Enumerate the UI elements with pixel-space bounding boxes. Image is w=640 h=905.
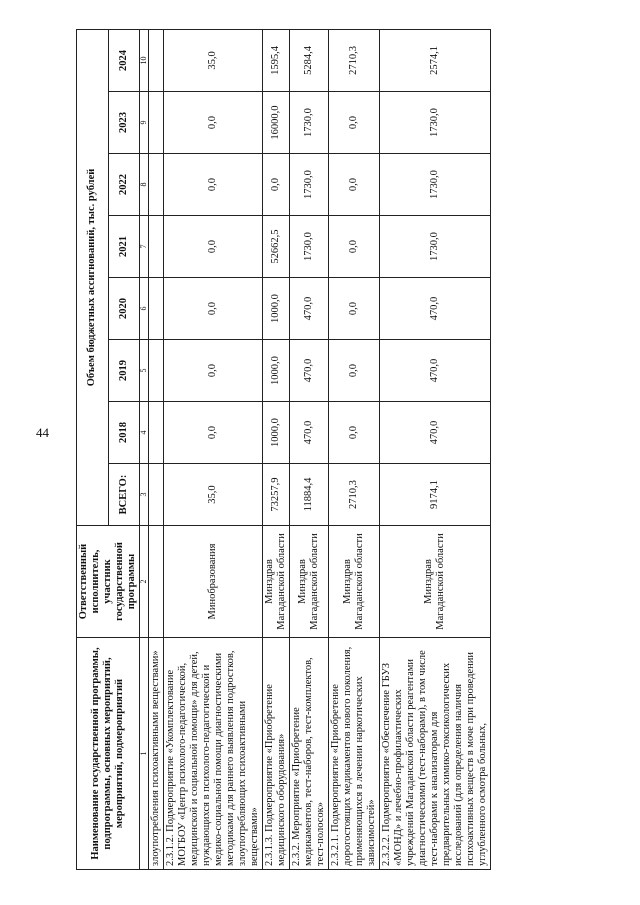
- column-number: 1: [140, 638, 149, 870]
- column-number: 9: [140, 92, 149, 154]
- row-value: 1000,0: [263, 340, 290, 402]
- row-total: [149, 464, 164, 526]
- row-name: 2.3.2.2. Подмероприятие «Обеспечение ГБУЗ «МОНД» и лечебно-профилактических учреждений Магаданской области реагентами диагностическими (тест-наборами), в том числе тест-наборами к анализаторам для предварительных химико-токсикологических исследований (для определения наличия психоактивных веществ в моче при проведении углубленного осмотра больных,: [380, 638, 491, 870]
- column-number: 3: [140, 464, 149, 526]
- row-total: 73257,9: [263, 464, 290, 526]
- row-value: [149, 154, 164, 216]
- row-total: 35,0: [164, 464, 263, 526]
- header-year: 2020: [108, 278, 140, 340]
- row-value: 1000,0: [263, 278, 290, 340]
- row-name: 2.3.1.3. Подмероприятие «Приобретение медицинского оборудования»: [263, 638, 290, 870]
- row-value: 1730,0: [380, 92, 491, 154]
- table-row: [164, 29, 263, 869]
- row-executor: Минобразования: [164, 526, 263, 638]
- row-value: 470,0: [290, 278, 329, 340]
- row-value: 0,0: [329, 278, 380, 340]
- row-value: 0,0: [263, 154, 290, 216]
- row-value: 0,0: [329, 92, 380, 154]
- header-year: 2023: [108, 92, 140, 154]
- row-value: 470,0: [290, 340, 329, 402]
- column-number: 2: [140, 526, 149, 638]
- row-value: [149, 402, 164, 464]
- column-number: 5: [140, 340, 149, 402]
- row-name: 2.3.2. Мероприятие «Приобретение медикаментов, тест-наборов, тест-комплектов, тест-полосок»: [290, 638, 329, 870]
- column-number: 7: [140, 216, 149, 278]
- row-total: 2710,3: [329, 464, 380, 526]
- row-value: 0,0: [164, 402, 263, 464]
- row-value: 52662,5: [263, 216, 290, 278]
- header-executor: Ответственный исполнитель, участник государственной программы: [77, 526, 140, 638]
- row-executor: Минздрав Магаданской области: [263, 526, 290, 638]
- row-total: 9174,1: [380, 464, 491, 526]
- row-executor: Минздрав Магаданской области: [380, 526, 491, 638]
- row-value: 1730,0: [290, 92, 329, 154]
- header-year: 2022: [108, 154, 140, 216]
- table-row: [380, 29, 491, 869]
- table-row: [263, 29, 290, 869]
- page-number: 44: [36, 425, 49, 440]
- row-value: 35,0: [164, 29, 263, 91]
- column-number: 8: [140, 154, 149, 216]
- header-year: 2019: [108, 340, 140, 402]
- row-executor: [149, 526, 164, 638]
- row-value: 0,0: [329, 216, 380, 278]
- row-executor: Минздрав Магаданской области: [290, 526, 329, 638]
- row-value: 2710,3: [329, 29, 380, 91]
- row-value: [149, 92, 164, 154]
- column-number: 4: [140, 402, 149, 464]
- table-row: [290, 29, 329, 869]
- column-number: 6: [140, 278, 149, 340]
- row-value: 1595,4: [263, 29, 290, 91]
- table-row: [149, 29, 164, 869]
- row-total: 11884,4: [290, 464, 329, 526]
- table-row: [329, 29, 380, 869]
- row-value: 2574,1: [380, 29, 491, 91]
- row-value: 1730,0: [380, 216, 491, 278]
- row-value: 470,0: [380, 340, 491, 402]
- row-name: 2.3.1.2. Подмероприятие «Укомплектование МОГБОУ «Центр психолого-педагогической, медицинской и социальной помощи» для детей, нуждающихся в психолого-педагогической и медико-социальной помощи диагностическими методиками для раннего выявления подростков, злоупотребляющих психоактивными веществами»: [164, 638, 263, 870]
- row-value: 470,0: [380, 402, 491, 464]
- row-value: 470,0: [290, 402, 329, 464]
- row-value: 0,0: [164, 278, 263, 340]
- header-year: 2018: [108, 402, 140, 464]
- header-year: 2021: [108, 216, 140, 278]
- row-value: 0,0: [329, 340, 380, 402]
- row-value: [149, 216, 164, 278]
- row-value: 470,0: [380, 278, 491, 340]
- rotated-table-container: [76, 30, 596, 870]
- row-value: 16000,0: [263, 92, 290, 154]
- column-number: 10: [140, 29, 149, 91]
- row-value: 0,0: [329, 154, 380, 216]
- row-value: 5284,4: [290, 29, 329, 91]
- row-name: 2.3.2.1. Подмероприятие «Приобретение дорогостоящих медикаментов нового поколения, применяющихся в лечении наркотических зависимостей»: [329, 638, 380, 870]
- row-value: [149, 278, 164, 340]
- row-value: 1730,0: [380, 154, 491, 216]
- header-name: Наименование государственной программы, подпрограммы, основных мероприятий, мероприятий, подмероприятий: [77, 638, 140, 870]
- header-total: ВСЕГО:: [108, 464, 140, 526]
- row-value: 0,0: [164, 154, 263, 216]
- row-value: 0,0: [164, 92, 263, 154]
- row-value: 0,0: [164, 216, 263, 278]
- header-year: 2024: [108, 29, 140, 91]
- row-value: 1000,0: [263, 402, 290, 464]
- row-value: 0,0: [164, 340, 263, 402]
- row-value: 1730,0: [290, 154, 329, 216]
- row-name: злоупотребления психоактивными веществами»: [149, 638, 164, 870]
- header-budget: Объем бюджетных ассигнований, тыс. рублей: [77, 29, 109, 525]
- row-value: 0,0: [329, 402, 380, 464]
- row-executor: Минздрав Магаданской области: [329, 526, 380, 638]
- row-value: 1730,0: [290, 216, 329, 278]
- budget-table: [76, 29, 491, 870]
- row-value: [149, 340, 164, 402]
- row-value: [149, 29, 164, 91]
